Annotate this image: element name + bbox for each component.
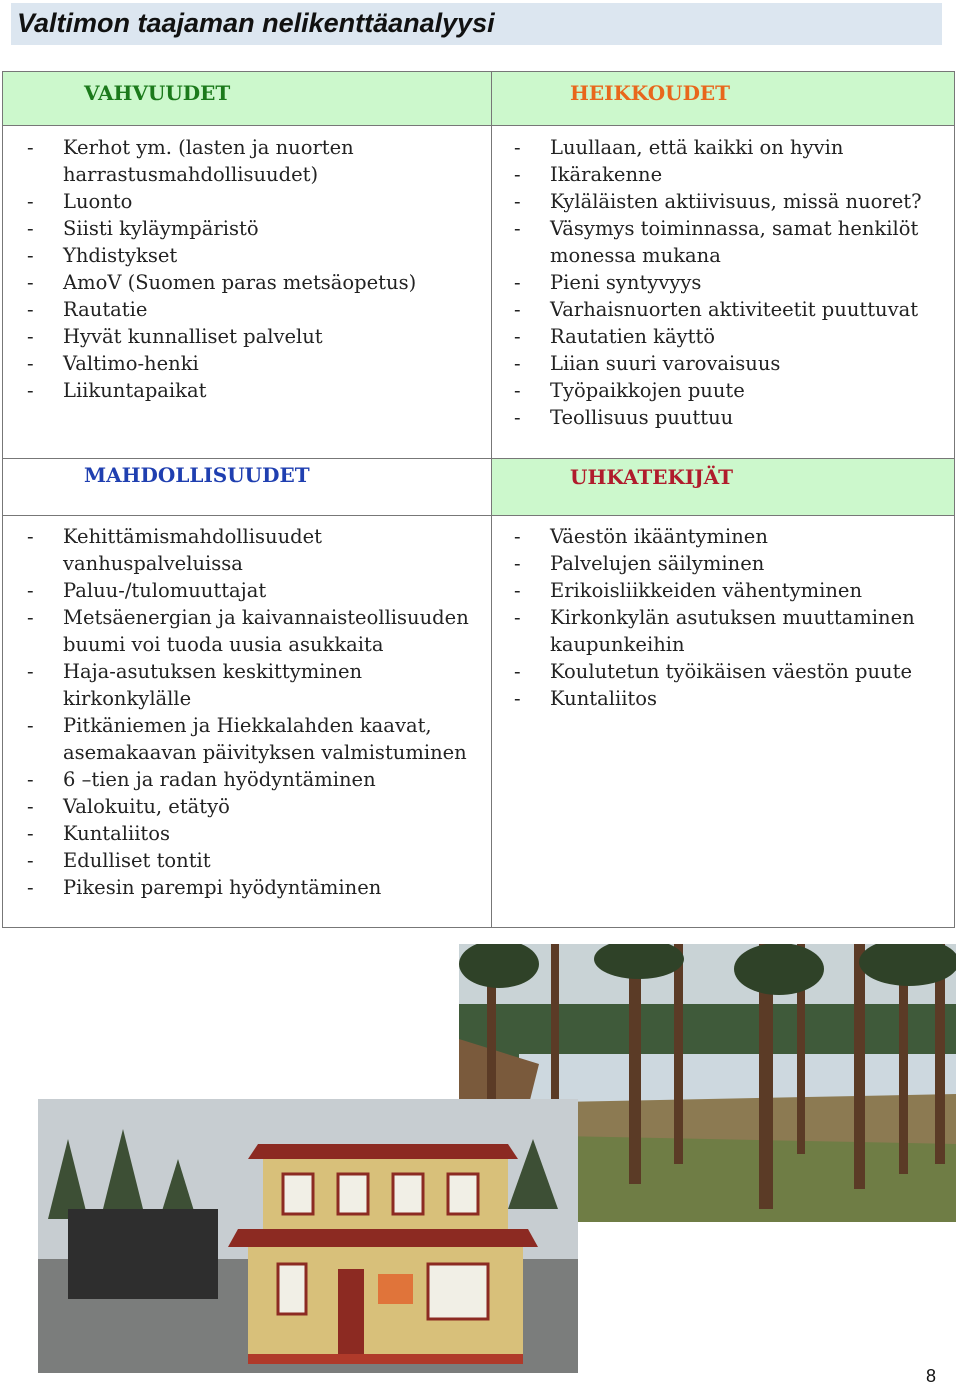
list-item: - Paluu-/tulomuuttajat bbox=[27, 577, 469, 604]
list-item: - Yhdistykset bbox=[27, 242, 416, 269]
list-item: - Luonto bbox=[27, 188, 416, 215]
opportunities-heading: MAHDOLLISUUDET bbox=[84, 463, 310, 487]
strengths-heading: VAHVUUDET bbox=[84, 81, 231, 105]
list-item: - Kirkonkylän asutuksen muuttaminen bbox=[514, 604, 915, 631]
column-divider bbox=[491, 72, 492, 927]
page-title: Valtimon taajaman nelikenttäanalyysi bbox=[17, 8, 495, 38]
list-item-continuation: vanhuspalveluissa bbox=[63, 552, 243, 575]
list-item-continuation: buumi voi tuoda uusia asukkaita bbox=[63, 633, 384, 656]
list-item: - Luullaan, että kaikki on hyvin bbox=[514, 134, 922, 161]
list-item: - Väestön ikääntyminen bbox=[514, 523, 915, 550]
list-item: - Hyvät kunnalliset palvelut bbox=[27, 323, 416, 350]
list-item: - Pitkäniemen ja Hiekkalahden kaavat, bbox=[27, 712, 469, 739]
list-item: - Kuntaliitos bbox=[27, 820, 469, 847]
list-item: - Rautatie bbox=[27, 296, 416, 323]
row-divider bbox=[3, 125, 954, 126]
list-item: - Kuntaliitos bbox=[514, 685, 915, 712]
strengths-list bbox=[27, 134, 416, 404]
list-item: - Rautatien käyttö bbox=[514, 323, 922, 350]
list-item: - Valtimo-henki bbox=[27, 350, 416, 377]
list-item: - Siisti kyläympäristö bbox=[27, 215, 416, 242]
list-item: - Varhaisnuorten aktiviteetit puuttuvat bbox=[514, 296, 922, 323]
title-bar bbox=[11, 3, 942, 45]
list-item-continuation: asemakaavan päivityksen valmistuminen bbox=[63, 741, 467, 764]
list-item-continuation: kirkonkylälle bbox=[63, 687, 192, 710]
page-number: 8 bbox=[926, 1366, 937, 1386]
weaknesses-list bbox=[514, 134, 922, 431]
threats-heading: UHKATEKIJÄT bbox=[570, 465, 733, 489]
opportunities-list bbox=[27, 523, 469, 901]
weaknesses-heading: HEIKKOUDET bbox=[570, 81, 731, 105]
strengths-header-cell bbox=[3, 72, 491, 125]
list-item: - Työpaikkojen puute bbox=[514, 377, 922, 404]
list-item: - Palvelujen säilyminen bbox=[514, 550, 915, 577]
list-item: - Kehittämismahdollisuudet bbox=[27, 523, 469, 550]
list-item: - Liian suuri varovaisuus bbox=[514, 350, 922, 377]
list-item: - Erikoisliikkeiden vähentyminen bbox=[514, 577, 915, 604]
list-item: - 6 –tien ja radan hyödyntäminen bbox=[27, 766, 469, 793]
list-item: - Edulliset tontit bbox=[27, 847, 469, 874]
row-divider bbox=[3, 515, 954, 516]
list-item: - Teollisuus puuttuu bbox=[514, 404, 922, 431]
swot-table bbox=[2, 71, 955, 928]
list-item: - Pikesin parempi hyödyntäminen bbox=[27, 874, 469, 901]
list-item: - Kerhot ym. (lasten ja nuorten bbox=[27, 134, 416, 161]
list-item: - Valokuitu, etätyö bbox=[27, 793, 469, 820]
list-item-continuation: monessa mukana bbox=[550, 244, 721, 267]
building-photo bbox=[38, 1099, 578, 1373]
list-item: - Koulutetun työikäisen väestön puute bbox=[514, 658, 915, 685]
list-item: - Ikärakenne bbox=[514, 161, 922, 188]
row-divider bbox=[3, 458, 954, 459]
threats-list bbox=[514, 523, 915, 712]
list-item: - AmoV (Suomen paras metsäopetus) bbox=[27, 269, 416, 296]
list-item: - Liikuntapaikat bbox=[27, 377, 416, 404]
list-item: - Pieni syntyvyys bbox=[514, 269, 922, 296]
list-item-continuation: kaupunkeihin bbox=[550, 633, 685, 656]
list-item: - Metsäenergian ja kaivannaisteollisuuden bbox=[27, 604, 469, 631]
list-item: - Haja-asutuksen keskittyminen bbox=[27, 658, 469, 685]
list-item-continuation: harrastusmahdollisuudet) bbox=[63, 163, 319, 186]
list-item: - Kyläläisten aktiivisuus, missä nuoret? bbox=[514, 188, 922, 215]
list-item: - Väsymys toiminnassa, samat henkilöt bbox=[514, 215, 922, 242]
